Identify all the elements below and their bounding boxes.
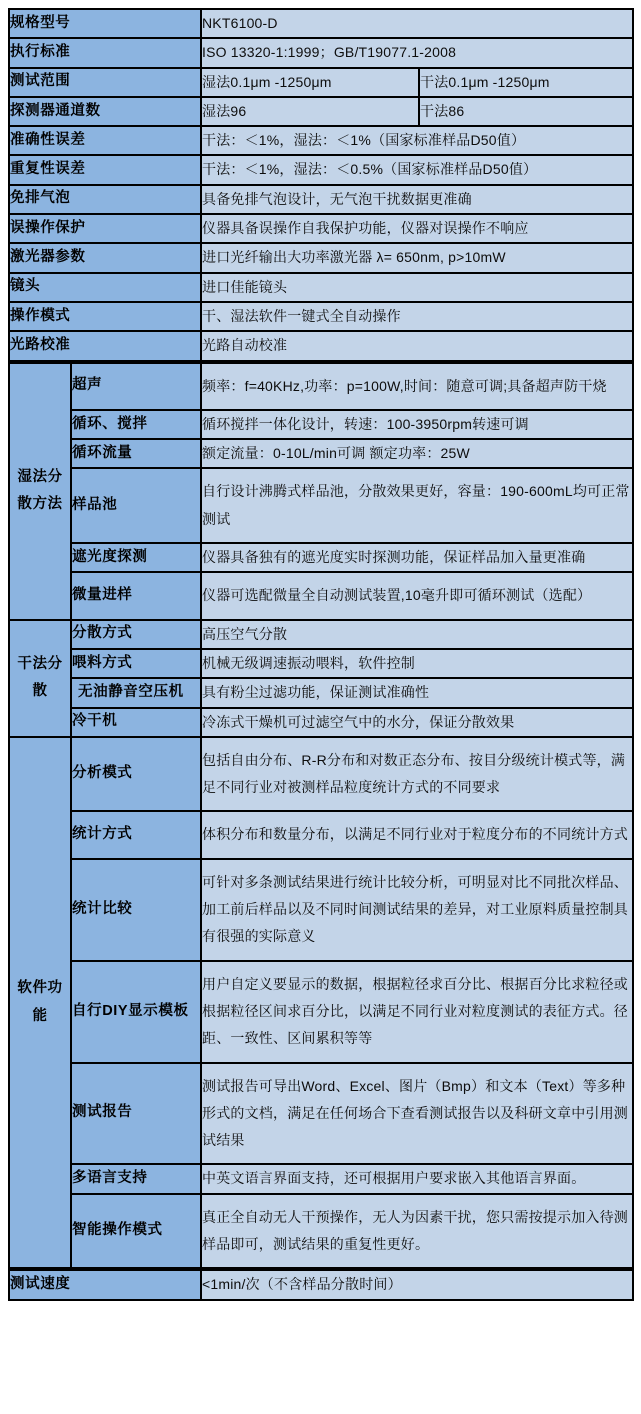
- table-row: [9, 185, 633, 214]
- table-row-split: [9, 68, 633, 97]
- table-row: [9, 620, 633, 649]
- row-value: 中英文语言界面支持，还可根据用户要求嵌入其他语言界面。: [201, 1164, 633, 1193]
- row-label: 喂料方式: [71, 649, 201, 678]
- row-value: 仪器具备误操作自我保护功能，仪器对误操作不响应: [201, 214, 633, 243]
- row-value: 高压空气分散: [201, 620, 633, 649]
- table-row: [9, 649, 633, 678]
- row-label: 规格型号: [9, 9, 201, 38]
- table-row: [9, 273, 633, 302]
- group-label-wet-dispersion: 湿法分散方法: [9, 363, 71, 620]
- row-label: 统计比较: [71, 859, 201, 961]
- row-label: 统计方式: [71, 811, 201, 858]
- row-value-dry: 干法86: [419, 97, 633, 126]
- row-label: 重复性误差: [9, 155, 201, 184]
- row-label: 样品池: [71, 468, 201, 543]
- table-row: [9, 126, 633, 155]
- row-label: 激光器参数: [9, 243, 201, 272]
- row-value: 干法：＜1%，湿法：＜0.5%（国家标准样品D50值）: [201, 155, 633, 184]
- table-row: [9, 363, 633, 410]
- row-value: 仪器具备独有的遮光度实时探测功能，保证样品加入量更准确: [201, 543, 633, 572]
- table-row: [9, 1270, 633, 1299]
- group-label-dry-dispersion: 干法分散: [9, 620, 71, 737]
- table-row: [9, 811, 633, 858]
- row-value: 光路自动校准: [201, 331, 633, 360]
- row-label: 循环、搅拌: [71, 410, 201, 439]
- table-row-split: [9, 97, 633, 126]
- spec-table-bottom: [8, 1269, 634, 1300]
- table-row: [9, 331, 633, 360]
- row-label: 无油静音空压机: [71, 678, 201, 707]
- row-value: 进口光纤输出大功率激光器 λ= 650nm, p>10mW: [201, 243, 633, 272]
- row-value-wet: 湿法96: [201, 97, 419, 126]
- row-value: ISO 13320-1:1999；GB/T19077.1-2008: [201, 38, 633, 67]
- row-label: 循环流量: [71, 439, 201, 468]
- row-value-dry: 干法0.1μm -1250μm: [419, 68, 633, 97]
- row-label: 自行DIY显示模板: [71, 961, 201, 1063]
- row-label: 智能操作模式: [71, 1194, 201, 1269]
- row-label: 遮光度探测: [71, 543, 201, 572]
- table-row: [9, 1164, 633, 1193]
- spec-table-groups: [8, 362, 634, 1270]
- row-value: <1min/次（不含样品分散时间）: [201, 1270, 633, 1299]
- table-row: [9, 708, 633, 737]
- table-row: [9, 859, 633, 961]
- row-value: 频率：f=40KHz,功率：p=100W,时间：随意可调;具备超声防干烧: [201, 363, 633, 410]
- row-label: 超声: [71, 363, 201, 410]
- row-label: 准确性误差: [9, 126, 201, 155]
- row-value: 具有粉尘过滤功能，保证测试准确性: [201, 678, 633, 707]
- row-label: 测试报告: [71, 1063, 201, 1165]
- row-value: 进口佳能镜头: [201, 273, 633, 302]
- row-value: 自行设计沸腾式样品池，分散效果更好，容量：190-600mL均可正常测试: [201, 468, 633, 543]
- table-row: [9, 9, 633, 38]
- row-value: 用户自定义要显示的数据，根据粒径求百分比、根据百分比求粒径或根据粒径区间求百分比，以满足不同行业对粒度测试的表征方式。径距、一致性、区间累积等等: [201, 961, 633, 1063]
- row-value: 具备免排气泡设计，无气泡干扰数据更准确: [201, 185, 633, 214]
- row-label: 误操作保护: [9, 214, 201, 243]
- row-value: 体积分布和数量分布，以满足不同行业对于粒度分布的不同统计方式: [201, 811, 633, 858]
- row-label: 测试范围: [9, 68, 201, 97]
- row-value: 测试报告可导出Word、Excel、图片（Bmp）和文本（Text）等多种形式的文档，满足在任何场合下查看测试报告以及科研文章中引用测试结果: [201, 1063, 633, 1165]
- row-label: 分散方式: [71, 620, 201, 649]
- row-value: 可针对多条测试结果进行统计比较分析，可明显对比不同批次样品、加工前后样品以及不同时间测试结果的差异，对工业原料质量控制具有很强的实际意义: [201, 859, 633, 961]
- row-value-wet: 湿法0.1μm -1250μm: [201, 68, 419, 97]
- row-value: 真正全自动无人干预操作，无人为因素干扰，您只需按提示加入待测样品即可，测试结果的重复性更好。: [201, 1194, 633, 1269]
- table-row: [9, 38, 633, 67]
- table-row: [9, 961, 633, 1063]
- row-value: 冷冻式干燥机可过滤空气中的水分，保证分散效果: [201, 708, 633, 737]
- table-row: [9, 410, 633, 439]
- row-label: 分析模式: [71, 737, 201, 812]
- row-label: 冷干机: [71, 708, 201, 737]
- row-label: 镜头: [9, 273, 201, 302]
- table-row: [9, 737, 633, 812]
- table-row: [9, 155, 633, 184]
- row-label: 执行标准: [9, 38, 201, 67]
- row-value: 仪器可选配微量全自动测试装置,10毫升即可循环测试（选配）: [201, 572, 633, 619]
- table-row: [9, 543, 633, 572]
- table-row: [9, 572, 633, 619]
- table-row: [9, 468, 633, 543]
- table-row: [9, 1194, 633, 1269]
- row-value: 包括自由分布、R-R分布和对数正态分布、按目分级统计模式等，满足不同行业对被测样品粒度统计方式的不同要求: [201, 737, 633, 812]
- row-label: 微量进样: [71, 572, 201, 619]
- table-row: [9, 214, 633, 243]
- table-row: [9, 302, 633, 331]
- row-label: 测试速度: [9, 1270, 201, 1299]
- row-label: 探测器通道数: [9, 97, 201, 126]
- row-label: 光路校准: [9, 331, 201, 360]
- row-value: 干法：＜1%，湿法：＜1%（国家标准样品D50值）: [201, 126, 633, 155]
- row-label: 免排气泡: [9, 185, 201, 214]
- row-value: 干、湿法软件一键式全自动操作: [201, 302, 633, 331]
- table-row: [9, 1063, 633, 1165]
- row-value: NKT6100-D: [201, 9, 633, 38]
- table-row: [9, 678, 633, 707]
- table-row: [9, 243, 633, 272]
- row-value: 循环搅拌一体化设计，转速：100-3950rpm转速可调: [201, 410, 633, 439]
- row-value: 机械无级调速振动喂料，软件控制: [201, 649, 633, 678]
- spec-table-top: [8, 8, 634, 362]
- row-label: 多语言支持: [71, 1164, 201, 1193]
- table-row: [9, 439, 633, 468]
- group-label-software-functions: 软件功能: [9, 737, 71, 1268]
- row-label: 操作模式: [9, 302, 201, 331]
- row-value: 额定流量：0-10L/min可调 额定功率：25W: [201, 439, 633, 468]
